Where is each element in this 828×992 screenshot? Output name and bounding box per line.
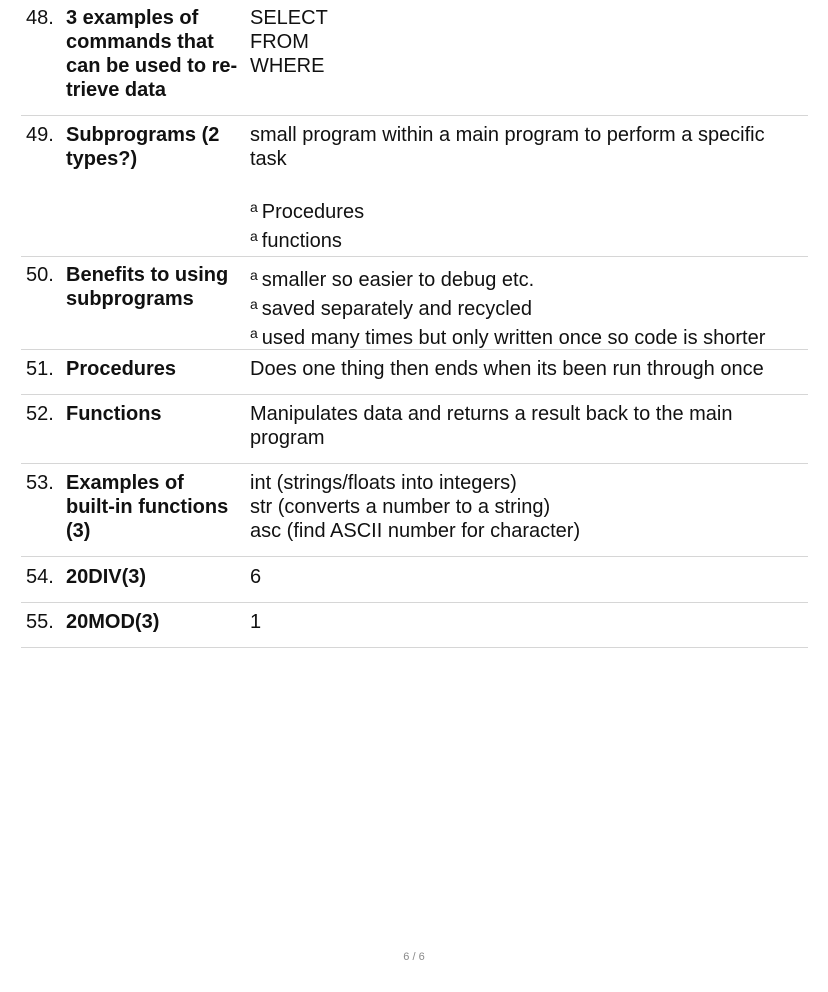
- bullet-marker: a: [250, 199, 258, 215]
- card-number: 52.: [26, 403, 54, 425]
- flashcard: [21, 464, 808, 557]
- definition-line: [250, 224, 810, 253]
- bullet-marker: a: [250, 296, 258, 312]
- definition-text: Procedures: [261, 201, 365, 223]
- card-term: [66, 123, 246, 171]
- card-term: [66, 357, 246, 381]
- definition-line: [250, 357, 810, 381]
- definition-text: int (strings/floats into integers): [250, 472, 517, 494]
- definition-line: [250, 495, 810, 519]
- card-term: [66, 610, 246, 634]
- bullet-marker: a: [250, 228, 258, 244]
- card-term-line: built-in functions: [66, 496, 229, 518]
- card-term: [66, 402, 246, 426]
- page-indicator: 6 / 6: [403, 951, 425, 963]
- card-number: 48.: [26, 7, 54, 29]
- definition-text: WHERE: [250, 55, 325, 77]
- definition-line: [250, 292, 810, 321]
- bullet-marker: a: [250, 325, 258, 341]
- card-number: 49.: [26, 124, 54, 146]
- definition-line: [250, 123, 810, 147]
- card-term-line: (3): [66, 520, 91, 542]
- bullet-marker: a: [250, 267, 258, 283]
- definition-text: 6: [250, 566, 262, 588]
- card-term-line: 20DIV(3): [66, 566, 147, 588]
- definition-text: functions: [261, 230, 342, 252]
- card-number: 54.: [26, 566, 54, 588]
- card-definition: [250, 565, 810, 589]
- definition-text: small program within a main program to perform a specific: [250, 124, 765, 146]
- card-term-line: Subprograms (2: [66, 124, 220, 146]
- card-term: [66, 6, 246, 102]
- definition-line: [250, 195, 810, 224]
- card-definition: [250, 610, 810, 634]
- definition-line: [250, 30, 810, 54]
- flashcard: [21, 116, 808, 257]
- definition-text: FROM: [250, 31, 309, 53]
- definition-line: [250, 321, 810, 350]
- definition-line: [250, 263, 810, 292]
- card-term: [66, 471, 246, 543]
- flashcard: [21, 603, 808, 648]
- card-definition: [250, 471, 810, 543]
- flashcard: [21, 257, 808, 350]
- card-term-line: subprograms: [66, 288, 194, 310]
- card-term-line: commands that: [66, 31, 214, 53]
- card-term: [66, 263, 246, 311]
- definition-text: Does one thing then ends when its been run through once: [250, 358, 764, 380]
- flashcard: [21, 350, 808, 395]
- card-term-line: Functions: [66, 403, 162, 425]
- card-definition: [250, 6, 810, 78]
- definition-line: [250, 519, 810, 543]
- card-term-line: trieve data: [66, 79, 167, 101]
- flashcard: [21, 395, 808, 464]
- card-term-line: Procedures: [66, 358, 177, 380]
- definition-line: [250, 610, 810, 634]
- card-term-line: can be used to re-: [66, 55, 238, 77]
- card-definition: [250, 123, 810, 253]
- definition-text: 1: [250, 611, 262, 633]
- definition-text: str (converts a number to a string): [250, 496, 551, 518]
- card-term-line: 3 examples of: [66, 7, 199, 29]
- definition-text: program: [250, 427, 325, 449]
- definition-line: [250, 6, 810, 30]
- card-number: 55.: [26, 611, 54, 633]
- definition-line: [250, 565, 810, 589]
- definition-text: used many times but only written once so code is shorter: [261, 327, 766, 349]
- card-term-line: Benefits to using: [66, 264, 229, 286]
- definition-text: smaller so easier to debug etc.: [261, 269, 535, 291]
- card-number: 50.: [26, 264, 54, 286]
- card-number: 53.: [26, 472, 54, 494]
- definition-line: [250, 147, 810, 171]
- definition-text: SELECT: [250, 7, 328, 29]
- card-definition: [250, 402, 810, 450]
- card-term-line: types?): [66, 148, 138, 170]
- definition-text: asc (find ASCII number for character): [250, 520, 581, 542]
- definition-line: [250, 426, 810, 450]
- definition-text: Manipulates data and returns a result back to the main: [250, 403, 733, 425]
- flashcard: [21, 557, 808, 603]
- definition-spacer: [250, 171, 810, 195]
- card-term: [66, 565, 246, 589]
- card-term-line: 20MOD(3): [66, 611, 160, 633]
- definition-line: [250, 54, 810, 78]
- definition-text: task: [250, 148, 287, 170]
- definition-line: [250, 471, 810, 495]
- definition-line: [250, 402, 810, 426]
- flashcard: [21, 0, 808, 116]
- card-number: 51.: [26, 358, 54, 380]
- card-definition: [250, 357, 810, 381]
- definition-text: saved separately and recycled: [261, 298, 532, 320]
- card-term-line: Examples of: [66, 472, 184, 494]
- card-definition: [250, 263, 810, 350]
